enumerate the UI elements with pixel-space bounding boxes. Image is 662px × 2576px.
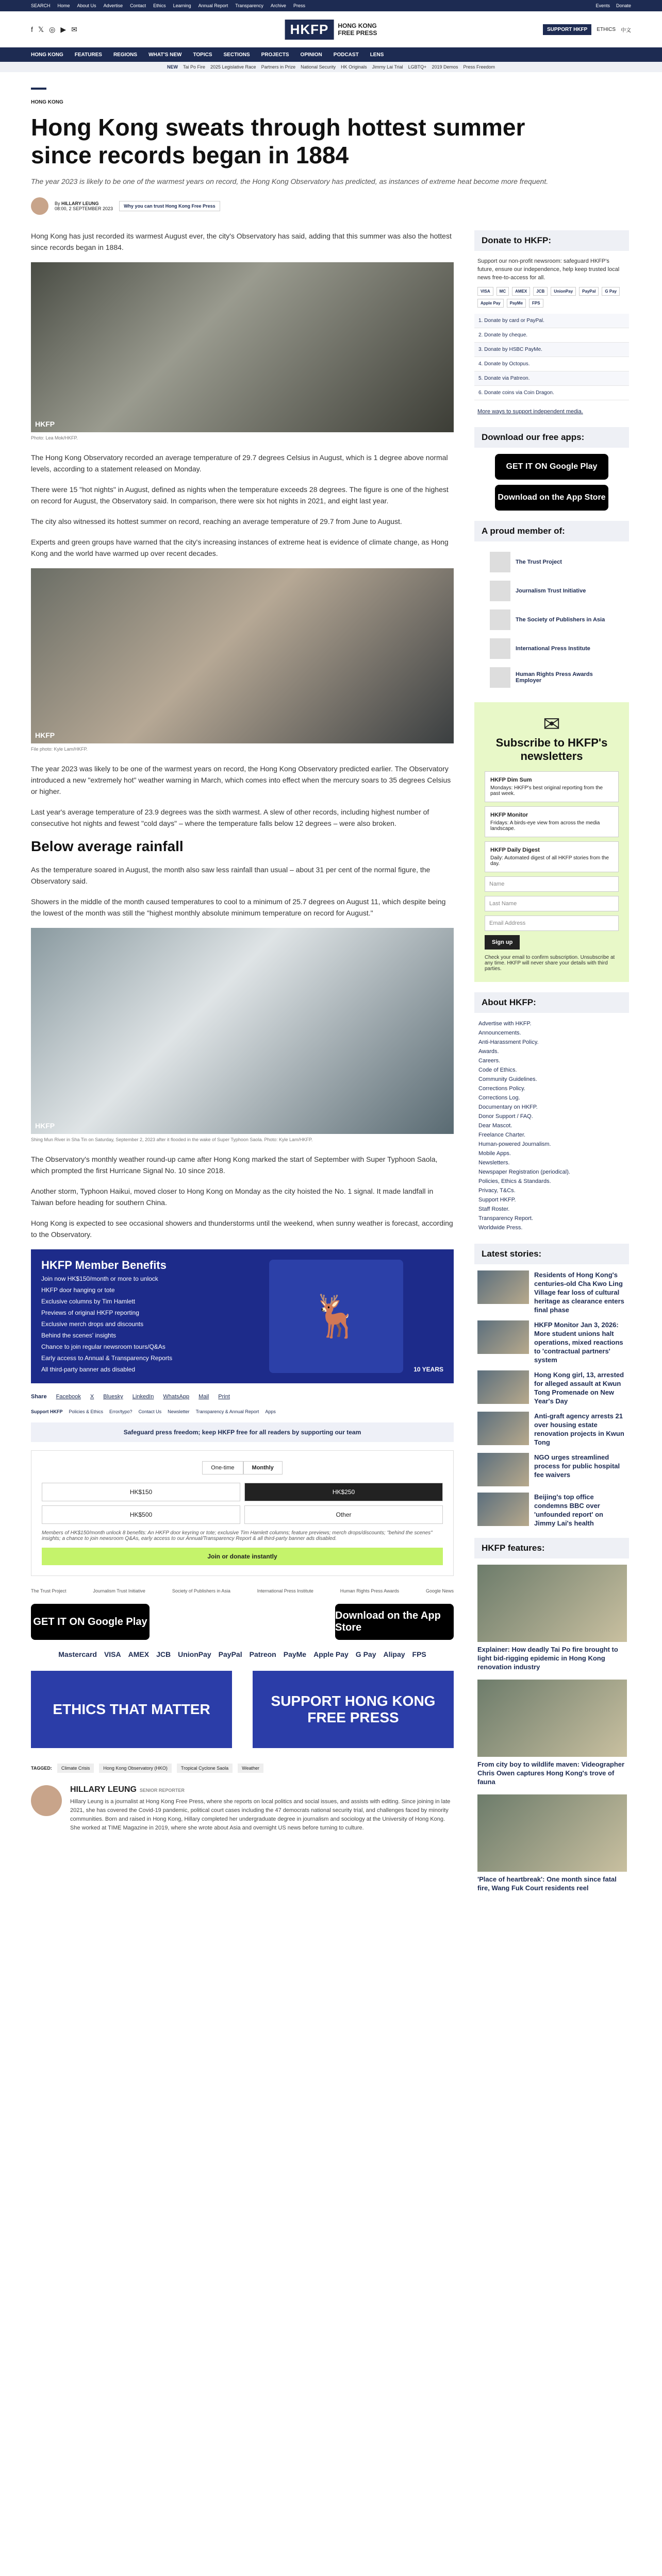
card-logos — [474, 287, 629, 308]
latest-story[interactable] — [474, 1493, 629, 1528]
trending-item[interactable]: Partners in Prize — [261, 64, 296, 70]
jti-icon — [490, 581, 510, 601]
donation-widget — [31, 1450, 454, 1576]
about-link[interactable]: Policies, Ethics & Standards. — [478, 1178, 551, 1184]
top-utility-bar — [0, 0, 662, 11]
mastercard-icon[interactable]: Mastercard — [58, 1650, 97, 1658]
author-name[interactable]: HILLARY LEUNG — [70, 1785, 137, 1794]
latest-story[interactable] — [474, 1270, 629, 1314]
about-link[interactable]: Support HKFP. — [478, 1197, 516, 1203]
link-item[interactable]: Transparency & Annual Report — [195, 1409, 259, 1414]
google-pay-icon[interactable]: G Pay — [355, 1650, 376, 1658]
about-link[interactable]: Newsletters. — [478, 1160, 510, 1166]
about-link[interactable]: Freelance Charter. — [478, 1132, 526, 1138]
jcb-icon[interactable]: JCB — [156, 1650, 171, 1658]
about-link[interactable]: Documentary on HKFP. — [478, 1104, 538, 1110]
tag[interactable]: Tropical Cyclone Saola — [177, 1764, 233, 1773]
share-bar — [31, 1394, 454, 1400]
paragraph: Hong Kong is expected to see occasional showers and thunderstorms until the weekend, when sunny weather is forecast, according to the Observatory. — [31, 1219, 453, 1239]
sidebar-heading: Latest stories: — [474, 1244, 629, 1264]
feature-story[interactable] — [474, 1680, 629, 1786]
kicker-bar — [31, 88, 46, 90]
promo-title: HKFP Member Benefits — [41, 1259, 167, 1272]
partner-logo[interactable]: Google News — [425, 1588, 454, 1594]
article-title: Hong Kong sweats through hottest summer since records began in 1884 — [31, 114, 525, 168]
nav-item[interactable]: HONG KONG — [31, 52, 63, 58]
hrpa-icon — [490, 667, 510, 688]
paragraph: Hong Kong has just recorded its warmest August ever, the city's Observatory has said, adding that this summer was also the hottest since records began in 1884. — [31, 232, 452, 251]
member-logo[interactable] — [474, 605, 629, 634]
feature-title: From city boy to wildlife maven: Videographer Chris Owen captures Hong Kong's trove of fauna — [477, 1760, 625, 1786]
amount-option[interactable]: HK$500 — [42, 1505, 240, 1524]
nav-item[interactable]: REGIONS — [113, 52, 138, 58]
about-link[interactable]: Announcements. — [478, 1030, 521, 1036]
partner-logo[interactable]: Journalism Trust Initiative — [93, 1588, 145, 1594]
donate-method[interactable]: 3. Donate by HSBC PayMe. — [474, 343, 629, 357]
card-logo: UnionPay — [551, 287, 576, 296]
photo-watermark: HKFP — [35, 420, 55, 428]
latest-story[interactable] — [474, 1320, 629, 1364]
payme-icon[interactable]: PayMe — [283, 1650, 307, 1658]
card-logo: MC — [496, 287, 509, 296]
newsletter-title: Subscribe to HKFP's newsletters — [495, 736, 608, 762]
story-title: Residents of Hong Kong's centuries-old Cha Kwo Ling Village fear loss of cultural heritage as clearance enters final phase — [534, 1271, 624, 1314]
newsletter-desc: Mondays: HKFP's best original reporting from the past week. — [490, 785, 603, 796]
feature-thumbnail — [477, 1680, 627, 1757]
card-logo: PayPal — [579, 287, 599, 296]
author-role: SENIOR REPORTER — [139, 1788, 185, 1793]
feature-thumbnail — [477, 1565, 627, 1642]
join-donate-button[interactable]: Join or donate instantly — [42, 1548, 443, 1565]
learning-link[interactable]: Learning — [173, 3, 191, 8]
promo-banners — [31, 1671, 454, 1748]
card-logo: JCB — [533, 287, 548, 296]
amount-option[interactable]: HK$150 — [42, 1483, 240, 1501]
article-photo — [31, 568, 454, 743]
app-store-button[interactable]: Download on the App Store — [495, 485, 608, 511]
feature-title: Explainer: How deadly Tai Po fire brought to light bid-rigging epidemic in Hong Kong renovation industry — [477, 1646, 618, 1671]
newsletter-name: HKFP Monitor — [490, 812, 528, 818]
latest-story[interactable] — [474, 1412, 629, 1447]
promo-item: Previews of original HKFP reporting — [41, 1309, 139, 1316]
paragraph: Showers in the middle of the month caused temperatures to cool to a minimum of 25.7 degrees on August 11, which despite being the lowest of the month was still the "highest monthly absolute minimum temperature on record for August." — [31, 897, 446, 917]
more-ways-link[interactable]: More ways to support independent media. — [477, 409, 583, 415]
about-link[interactable]: Code of Ethics. — [478, 1067, 517, 1073]
unionpay-icon[interactable]: UnionPay — [178, 1650, 211, 1658]
facebook-icon[interactable]: f — [31, 25, 33, 33]
social-icons — [31, 25, 77, 34]
trust-button[interactable]: Why you can trust Hong Kong Free Press — [119, 201, 220, 211]
contact-link[interactable]: Contact — [130, 3, 146, 8]
google-play-button[interactable]: GET IT ON Google Play — [31, 1604, 150, 1640]
archive-link[interactable]: Archive — [270, 3, 286, 8]
about-link[interactable]: Advertise with HKFP. — [478, 1021, 532, 1027]
nav-item[interactable]: PODCAST — [333, 52, 359, 58]
nav-item[interactable]: WHAT'S NEW — [148, 52, 182, 58]
photo-caption: Shing Mun River in Sha Tin on Saturday, September 2, 2023 after it flooded in the wake of Super Typhoon Saola. Photo: Kyle Lam/HKFP. — [31, 1137, 313, 1142]
trending-item[interactable]: 2019 Demos — [432, 64, 458, 70]
card-logo: AMEX — [512, 287, 530, 296]
events-link[interactable]: Events — [595, 3, 610, 8]
card-logo: VISA — [477, 287, 493, 296]
member-logo[interactable] — [474, 577, 629, 605]
promo-item: Exclusive columns by Tim Hamlett — [41, 1298, 136, 1305]
share-label: Share — [31, 1394, 47, 1400]
about-link[interactable]: Human-powered Journalism. — [478, 1141, 551, 1147]
sidebar-heading: About HKFP: — [474, 992, 629, 1013]
link-item[interactable]: Newsletter — [168, 1409, 190, 1414]
author-photo — [31, 1785, 62, 1816]
about-link[interactable]: Corrections Policy. — [478, 1086, 525, 1092]
sidebar — [474, 230, 629, 1901]
partner-logo[interactable]: The Trust Project — [31, 1588, 67, 1594]
nav-item[interactable]: PROJECTS — [261, 52, 289, 58]
newsletter-note: Check your email to confirm subscription. Unsubscribe at any time. HKFP will never share your details with third parties. — [485, 955, 615, 972]
app-buttons — [31, 1604, 454, 1640]
member-name: Human Rights Press Awards Employer — [516, 671, 593, 684]
mail-icon: ✉ — [543, 713, 560, 736]
member-name: International Press Institute — [516, 646, 590, 652]
card-logo: Apple Pay — [477, 299, 504, 308]
alipay-icon[interactable]: Alipay — [383, 1650, 405, 1658]
about-link[interactable]: Community Guidelines. — [478, 1076, 537, 1082]
sidebar-heading: HKFP features: — [474, 1538, 629, 1558]
paragraph: Experts and green groups have warned that the city's increasing instances of extreme heat is evidence of climate change, as Hong Kong and the world have warmed up over recent decades. — [31, 538, 449, 557]
byline-by: By — [55, 201, 60, 206]
sidebar-heading: Download our free apps: — [474, 427, 629, 448]
article-header — [31, 88, 631, 215]
anniversary-badge: 10 YEARS — [413, 1366, 443, 1373]
newsletter-desc: Daily: Automated digest of all HKFP stories from the day. — [490, 855, 609, 867]
card-logo: G Pay — [602, 287, 620, 296]
newsletter-signup — [474, 702, 629, 982]
instagram-icon[interactable]: ◎ — [49, 25, 56, 33]
app-store-button[interactable]: Download on the App Store — [335, 1604, 454, 1640]
trending-item[interactable]: Jimmy Lai Trial — [372, 64, 403, 70]
card-logo: PayMe — [507, 299, 526, 308]
paragraph: Another storm, Typhoon Haikui, moved closer to Hong Kong on Monday as the city hoisted the No. 1 signal. It made landfall in Taiwan before heading for southern China. — [31, 1187, 434, 1207]
paypal-icon[interactable]: PayPal — [218, 1650, 242, 1658]
about-link[interactable]: Privacy, T&Cs. — [478, 1188, 516, 1194]
annual-report-link[interactable]: Annual Report — [198, 3, 228, 8]
partner-logo[interactable]: Human Rights Press Awards — [340, 1588, 400, 1594]
tag[interactable]: Hong Kong Observatory (HKO) — [99, 1764, 172, 1773]
story-title: Hong Kong girl, 13, arrested for alleged assault at Kwun Tong Promenade on New Year's Day — [534, 1371, 624, 1405]
tag[interactable]: Climate Crisis — [57, 1764, 94, 1773]
paragraph: Last year's average temperature of 23.9 degrees was the sixth warmest. A slew of other records, including highest number of consecutive hot nights and fewest "cold days" – where the temperature falls below 12 degrees – were also broken. — [31, 808, 429, 827]
footer-links — [31, 1409, 454, 1414]
nav-item[interactable]: LENS — [370, 52, 384, 58]
newsletter-name: HKFP Dim Sum — [490, 777, 532, 783]
about-link[interactable]: Careers. — [478, 1058, 501, 1064]
link-item[interactable]: Contact Us — [138, 1409, 162, 1414]
member-name: Journalism Trust Initiative — [516, 588, 586, 594]
photo-watermark: HKFP — [35, 731, 55, 739]
author-link[interactable]: HILLARY LEUNG — [61, 201, 99, 206]
donate-link[interactable]: Donate — [616, 3, 631, 8]
trending-item[interactable]: HK Originals — [341, 64, 367, 70]
about-link[interactable]: Donor Support / FAQ. — [478, 1113, 533, 1120]
story-thumbnail — [477, 1453, 529, 1486]
partner-logo[interactable]: Society of Publishers in Asia — [172, 1588, 230, 1594]
amount-option[interactable]: Other — [244, 1505, 443, 1524]
member-logo[interactable] — [474, 634, 629, 663]
member-logo[interactable] — [474, 548, 629, 577]
donate-blurb: Support our non-profit newsroom: safeguard HKFP's future, ensure our independence, help keep trusted local news free-to-access for all. — [477, 258, 620, 281]
feature-stories — [474, 1565, 629, 1892]
story-title: HKFP Monitor Jan 3, 2026: More student unions halt operations, mixed reactions to 'contractual partners' system — [534, 1321, 623, 1364]
promo-item: Early access to Annual & Transparency Reports — [41, 1354, 173, 1362]
share-mail[interactable]: Mail — [198, 1394, 209, 1400]
patreon-icon[interactable]: Patreon — [249, 1650, 276, 1658]
amex-icon[interactable]: AMEX — [128, 1650, 150, 1658]
partner-logos — [31, 1588, 454, 1594]
story-thumbnail — [477, 1493, 529, 1526]
author-box — [31, 1785, 454, 1842]
feature-title: 'Place of heartbreak': One month since fatal fire, Wang Fuk Court residents reel — [477, 1875, 617, 1892]
tags-label: TAGGED: — [31, 1766, 52, 1771]
newsletter-name: HKFP Daily Digest — [490, 847, 540, 853]
promo-item: Behind the scenes' insights — [41, 1332, 117, 1339]
feature-story[interactable] — [474, 1565, 629, 1671]
photo-caption: Photo: Lea Mok/HKFP. — [31, 435, 78, 440]
about-links — [474, 1019, 629, 1232]
site-logo[interactable] — [285, 20, 377, 40]
author-avatar — [31, 197, 48, 215]
byline — [31, 197, 631, 215]
link-item[interactable]: Policies & Ethics — [69, 1409, 104, 1414]
home-link[interactable]: Home — [57, 3, 70, 8]
email-input[interactable]: Email Address — [485, 916, 619, 931]
section-heading: Below average rainfall — [31, 838, 184, 854]
share-x[interactable]: X — [90, 1394, 94, 1400]
about-link[interactable]: Dear Mascot. — [478, 1123, 512, 1129]
press-link[interactable]: Press — [293, 3, 305, 8]
paragraph: There were 15 "hot nights" in August, defined as nights when the temperature exceeds 28 degrees. The figure is one of the highest on record for August, the Observatory said. In comparison, there were six hot nights in 2021, and eight last year. — [31, 485, 449, 505]
newsletter-option[interactable] — [485, 806, 619, 837]
trust-project-icon — [490, 552, 510, 572]
share-whatsapp[interactable]: WhatsApp — [163, 1394, 190, 1400]
last-name-input[interactable]: Last Name — [485, 896, 619, 911]
payment-logos — [31, 1650, 454, 1658]
trending-item[interactable]: Press Freedom — [463, 64, 495, 70]
newsletter-option[interactable] — [485, 771, 619, 802]
about-link[interactable]: Transparency Report. — [478, 1215, 533, 1222]
feature-story[interactable] — [474, 1794, 629, 1892]
donate-method[interactable]: 2. Donate by cheque. — [474, 328, 629, 343]
logo-line-1: HONG KONG — [338, 22, 377, 29]
article-photo — [31, 262, 454, 432]
ethics-banner[interactable]: ETHICS THAT MATTER — [31, 1671, 232, 1748]
donate-method[interactable]: 6. Donate coins via Coin Dragon. — [474, 386, 629, 400]
trending-item[interactable]: 2025 Legislative Race — [210, 64, 256, 70]
nav-item[interactable]: SECTIONS — [223, 52, 250, 58]
donate-methods — [474, 314, 629, 400]
partner-logo[interactable]: International Press Institute — [257, 1588, 313, 1594]
standfirst: The year 2023 is likely to be one of the warmest years on record, the Hong Kong Observatory has predicted, as instances of extreme heat become more frequent. — [31, 177, 549, 185]
card-logo: FPS — [529, 299, 543, 308]
article-photo — [31, 928, 454, 1134]
about-link[interactable]: Newspaper Registration (periodical). — [478, 1169, 570, 1175]
about-link[interactable]: Corrections Log. — [478, 1095, 520, 1101]
nav-item[interactable]: OPINION — [300, 52, 322, 58]
logo-line-2: FREE PRESS — [338, 29, 377, 37]
x-icon[interactable]: 𝕏 — [38, 25, 44, 33]
sidebar-heading: Donate to HKFP: — [474, 230, 629, 251]
tags — [31, 1764, 454, 1773]
donation-note: Members of HK$150/month unlock 8 benefits: An HKFP door keyring or tote; exclusive Tim Hamlett columns; feature previews; merch drops/discounts; "behind the scenes" insights; a chance to join newsroom Q&As, early access to our Annual/Transparency Report & all third-party banner ads disabled. — [42, 1530, 433, 1541]
story-title: Beijing's top office condemns BBC over 'unfounded report' on Jimmy Lai's health — [534, 1493, 603, 1527]
member-benefits-promo[interactable] — [31, 1249, 454, 1383]
photo-watermark: HKFP — [35, 1122, 55, 1130]
author-bio: Hillary Leung is a journalist at Hong Kong Free Press, where she reports on local politics and social issues, and assists with editing. Since joining in late 2021, she has covered the Covid-19 pandemic, political court cases including the 47 democrats national security trial, and challenges faced by minority communities. Born and raised in Hong Kong, Hillary completed her undergraduate degree in journalism and sociology at the University of Hong Kong. She worked at TIME Magazine in 2019, where she wrote about Asia and overnight US news before turning to culture. — [70, 1799, 451, 1831]
paragraph: The Observatory's monthly weather round-up came after Hong Kong marked the start of September with Super Typhoon Saola, which prompted the first Hurricane Signal No. 10 since 2018. — [31, 1155, 438, 1175]
nav-item[interactable]: FEATURES — [74, 52, 102, 58]
about-link[interactable]: Worldwide Press. — [478, 1225, 523, 1231]
apple-pay-icon[interactable]: Apple Pay — [313, 1650, 349, 1658]
story-title: Anti-graft agency arrests 21 over housing estate renovation projects in Kwun Tong — [534, 1412, 624, 1446]
sopa-icon — [490, 609, 510, 630]
share-linkedin[interactable]: LinkedIn — [132, 1394, 154, 1400]
promo-item: All third-party banner ads disabled — [41, 1366, 136, 1373]
paragraph: The year 2023 was likely to be one of the warmest years on record, the Hong Kong Observatory predicted earlier. The Observatory introduced a new "extremely hot" weather warning in March, which comes into effect when the mercury soars to 35 degrees Celsius or higher. — [31, 765, 451, 795]
paragraph: The city also witnessed its hottest summer on record, reaching an average temperature of 29.7 from June to August. — [31, 517, 402, 526]
latest-story[interactable] — [474, 1370, 629, 1405]
ipi-icon — [490, 638, 510, 659]
donate-method[interactable]: 5. Donate via Patreon. — [474, 371, 629, 386]
feature-thumbnail — [477, 1794, 627, 1872]
support-banner[interactable]: SUPPORT HONG KONG FREE PRESS — [253, 1671, 454, 1748]
masthead — [0, 11, 662, 47]
story-title: NGO urges streamlined process for public hospital fee waivers — [534, 1453, 620, 1479]
publish-date: 08:00, 2 SEPTEMBER 2023 — [55, 206, 113, 211]
paragraph: As the temperature soared in August, the month also saw less rainfall than usual – about 31 per cent of the normal figure, the Observatory said. — [31, 866, 431, 885]
name-input[interactable]: Name — [485, 876, 619, 892]
trending-bar — [0, 62, 662, 72]
search-link[interactable]: SEARCH — [31, 3, 51, 8]
main-nav — [0, 47, 662, 62]
about-link[interactable]: Staff Roster. — [478, 1206, 510, 1212]
monthly-tab[interactable]: Monthly — [243, 1461, 283, 1475]
support-button[interactable]: SUPPORT HKFP — [543, 24, 591, 35]
donate-method[interactable]: 4. Donate by Octopus. — [474, 357, 629, 371]
link-item[interactable]: Error/typo? — [109, 1409, 133, 1414]
visa-icon[interactable]: VISA — [104, 1650, 121, 1658]
trending-item[interactable]: Tai Po Fire — [183, 64, 205, 70]
latest-stories — [474, 1270, 629, 1528]
logo-mark: HKFP — [285, 20, 334, 40]
member-name: The Society of Publishers in Asia — [516, 617, 605, 623]
youtube-icon[interactable]: ▶ — [60, 25, 67, 33]
mail-icon[interactable]: ✉ — [71, 25, 77, 33]
ethics-link[interactable]: Ethics — [153, 3, 166, 8]
advertise-link[interactable]: Advertise — [103, 3, 123, 8]
article-body — [31, 230, 454, 1901]
deer-mascot-icon: 🦌 — [269, 1260, 403, 1373]
share-print[interactable]: Print — [218, 1394, 230, 1400]
trending-item[interactable]: National Security — [301, 64, 336, 70]
about-link[interactable]: About Us — [77, 3, 96, 8]
donate-method[interactable]: 1. Donate by card or PayPal. — [474, 314, 629, 328]
safeguard-banner[interactable]: Safeguard press freedom; keep HKFP free for all readers by supporting our team — [31, 1422, 454, 1442]
member-name: The Trust Project — [516, 559, 562, 565]
fps-icon[interactable]: FPS — [412, 1650, 426, 1658]
story-thumbnail — [477, 1412, 529, 1445]
category-label[interactable]: HONG KONG — [31, 99, 63, 105]
promo-item: HKFP door hanging or tote — [41, 1286, 115, 1294]
promo-item: Chance to join regular newsroom tours/Q&As — [41, 1343, 166, 1350]
language-button[interactable]: 中文 — [621, 27, 631, 33]
promo-subtitle: Join now HK$150/month or more to unlock — [41, 1275, 158, 1282]
link-item[interactable]: Support HKFP — [31, 1409, 63, 1414]
member-logo[interactable] — [474, 663, 629, 692]
newsletter-desc: Fridays: A birds-eye view from across the media landscape. — [490, 820, 600, 832]
link-item[interactable]: Apps — [265, 1409, 276, 1414]
about-link[interactable]: Awards. — [478, 1048, 499, 1055]
share-facebook[interactable]: Facebook — [56, 1394, 81, 1400]
photo-caption: File photo: Kyle Lam/HKFP. — [31, 747, 88, 752]
tag[interactable]: Weather — [238, 1764, 263, 1773]
one-time-tab[interactable]: One-time — [202, 1461, 243, 1475]
amount-option[interactable]: HK$250 — [244, 1483, 443, 1501]
newsletter-option[interactable] — [485, 841, 619, 872]
story-thumbnail — [477, 1370, 529, 1404]
google-play-button[interactable]: GET IT ON Google Play — [495, 454, 608, 480]
ethics-button[interactable]: ETHICS — [597, 26, 616, 32]
about-link[interactable]: Mobile Apps. — [478, 1150, 511, 1157]
trending-item[interactable]: LGBTQ+ — [408, 64, 427, 70]
signup-button[interactable]: Sign up — [485, 935, 520, 950]
share-bluesky[interactable]: Bluesky — [103, 1394, 123, 1400]
about-link[interactable]: Anti-Harassment Policy. — [478, 1039, 539, 1045]
story-thumbnail — [477, 1320, 529, 1354]
story-thumbnail — [477, 1270, 529, 1304]
promo-item: Exclusive merch drops and discounts — [41, 1320, 144, 1328]
trending-label: NEW — [167, 64, 178, 70]
transparency-link[interactable]: Transparency — [235, 3, 263, 8]
sidebar-heading: A proud member of: — [474, 521, 629, 541]
nav-item[interactable]: TOPICS — [193, 52, 212, 58]
logo-text — [338, 22, 377, 37]
paragraph: The Hong Kong Observatory recorded an average temperature of 29.7 degrees Celsius in August, which is 1 degree above normal levels, according to a statement released on Monday. — [31, 453, 448, 473]
latest-story[interactable] — [474, 1453, 629, 1486]
